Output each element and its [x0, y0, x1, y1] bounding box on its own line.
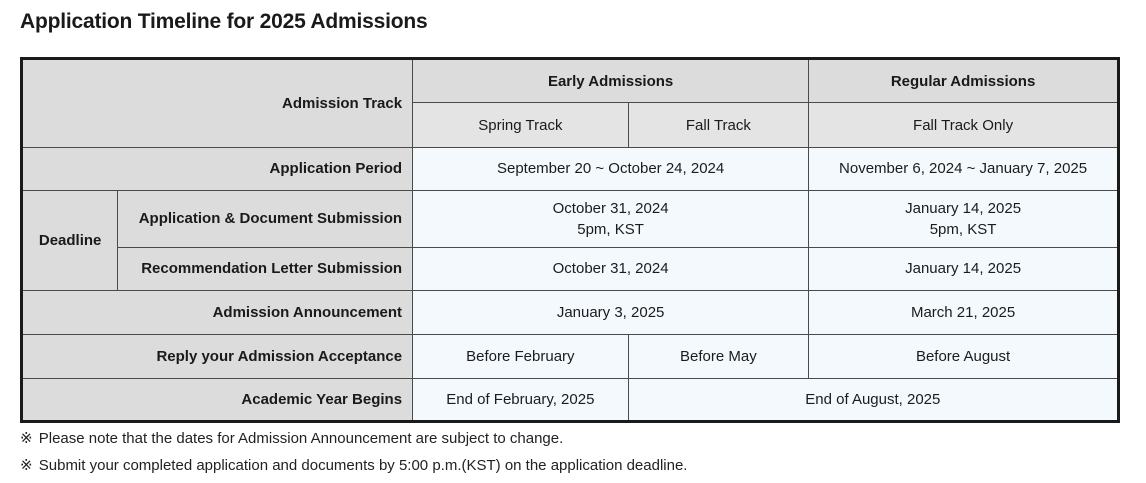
footnote	[20, 453, 687, 480]
document-submission-regular-date: January 14, 2025	[905, 199, 1022, 217]
table-row	[22, 290, 1119, 334]
reply-acceptance-label: Reply your Admission Acceptance	[22, 335, 413, 378]
reference-mark-icon: ※	[20, 430, 33, 447]
table-row	[22, 191, 1119, 247]
fall-track-header: Fall Track	[628, 103, 809, 147]
document-submission-early-date: October 31, 2024	[552, 199, 669, 217]
academic-year-label: Academic Year Begins	[22, 378, 413, 421]
admission-announcement-early: January 3, 2025	[413, 290, 809, 334]
recommendation-letter-regular: January 14, 2025	[809, 247, 1119, 290]
application-period-label: Application Period	[22, 147, 413, 190]
spring-track-header: Spring Track	[413, 103, 629, 147]
admission-announcement-regular: March 21, 2025	[809, 290, 1119, 334]
table-row	[22, 378, 1119, 421]
table-row	[22, 335, 1119, 378]
admission-announcement-label: Admission Announcement	[22, 290, 413, 334]
fall-track-only-header: Fall Track Only	[809, 103, 1119, 147]
academic-year-spring: End of February, 2025	[413, 378, 629, 421]
document-submission-label: Application & Document Submission	[118, 191, 413, 247]
table-row	[22, 247, 1119, 290]
footnote	[20, 426, 687, 453]
header-row-tracks	[22, 59, 1119, 103]
document-submission-regular	[809, 191, 1119, 247]
regular-admissions-header: Regular Admissions	[809, 59, 1119, 103]
document-submission-early-time: 5pm, KST	[577, 220, 644, 238]
reply-acceptance-spring: Before February	[413, 335, 629, 378]
reference-mark-icon: ※	[20, 457, 33, 474]
recommendation-letter-label: Recommendation Letter Submission	[118, 247, 413, 290]
reply-acceptance-fall: Before May	[628, 335, 809, 378]
footnote-text: Submit your completed application and documents by 5:00 p.m.(KST) on the application deadline.	[38, 457, 688, 474]
timeline-table	[20, 57, 1120, 423]
footnotes	[20, 426, 687, 480]
page-title: Application Timeline for 2025 Admissions	[20, 10, 428, 33]
footnote-text: Please note that the dates for Admission Announcement are subject to change.	[38, 430, 564, 447]
document-submission-regular-time: 5pm, KST	[929, 220, 997, 238]
application-period-early: September 20 ~ October 24, 2024	[413, 147, 809, 190]
application-period-regular: November 6, 2024 ~ January 7, 2025	[809, 147, 1119, 190]
early-admissions-header: Early Admissions	[413, 59, 809, 103]
table-row	[22, 147, 1119, 190]
deadline-label: Deadline	[22, 191, 118, 291]
academic-year-fall-regular: End of August, 2025	[628, 378, 1118, 421]
admission-track-header: Admission Track	[22, 59, 413, 148]
document-submission-early	[413, 191, 809, 247]
reply-acceptance-regular: Before August	[809, 335, 1119, 378]
recommendation-letter-early: October 31, 2024	[413, 247, 809, 290]
